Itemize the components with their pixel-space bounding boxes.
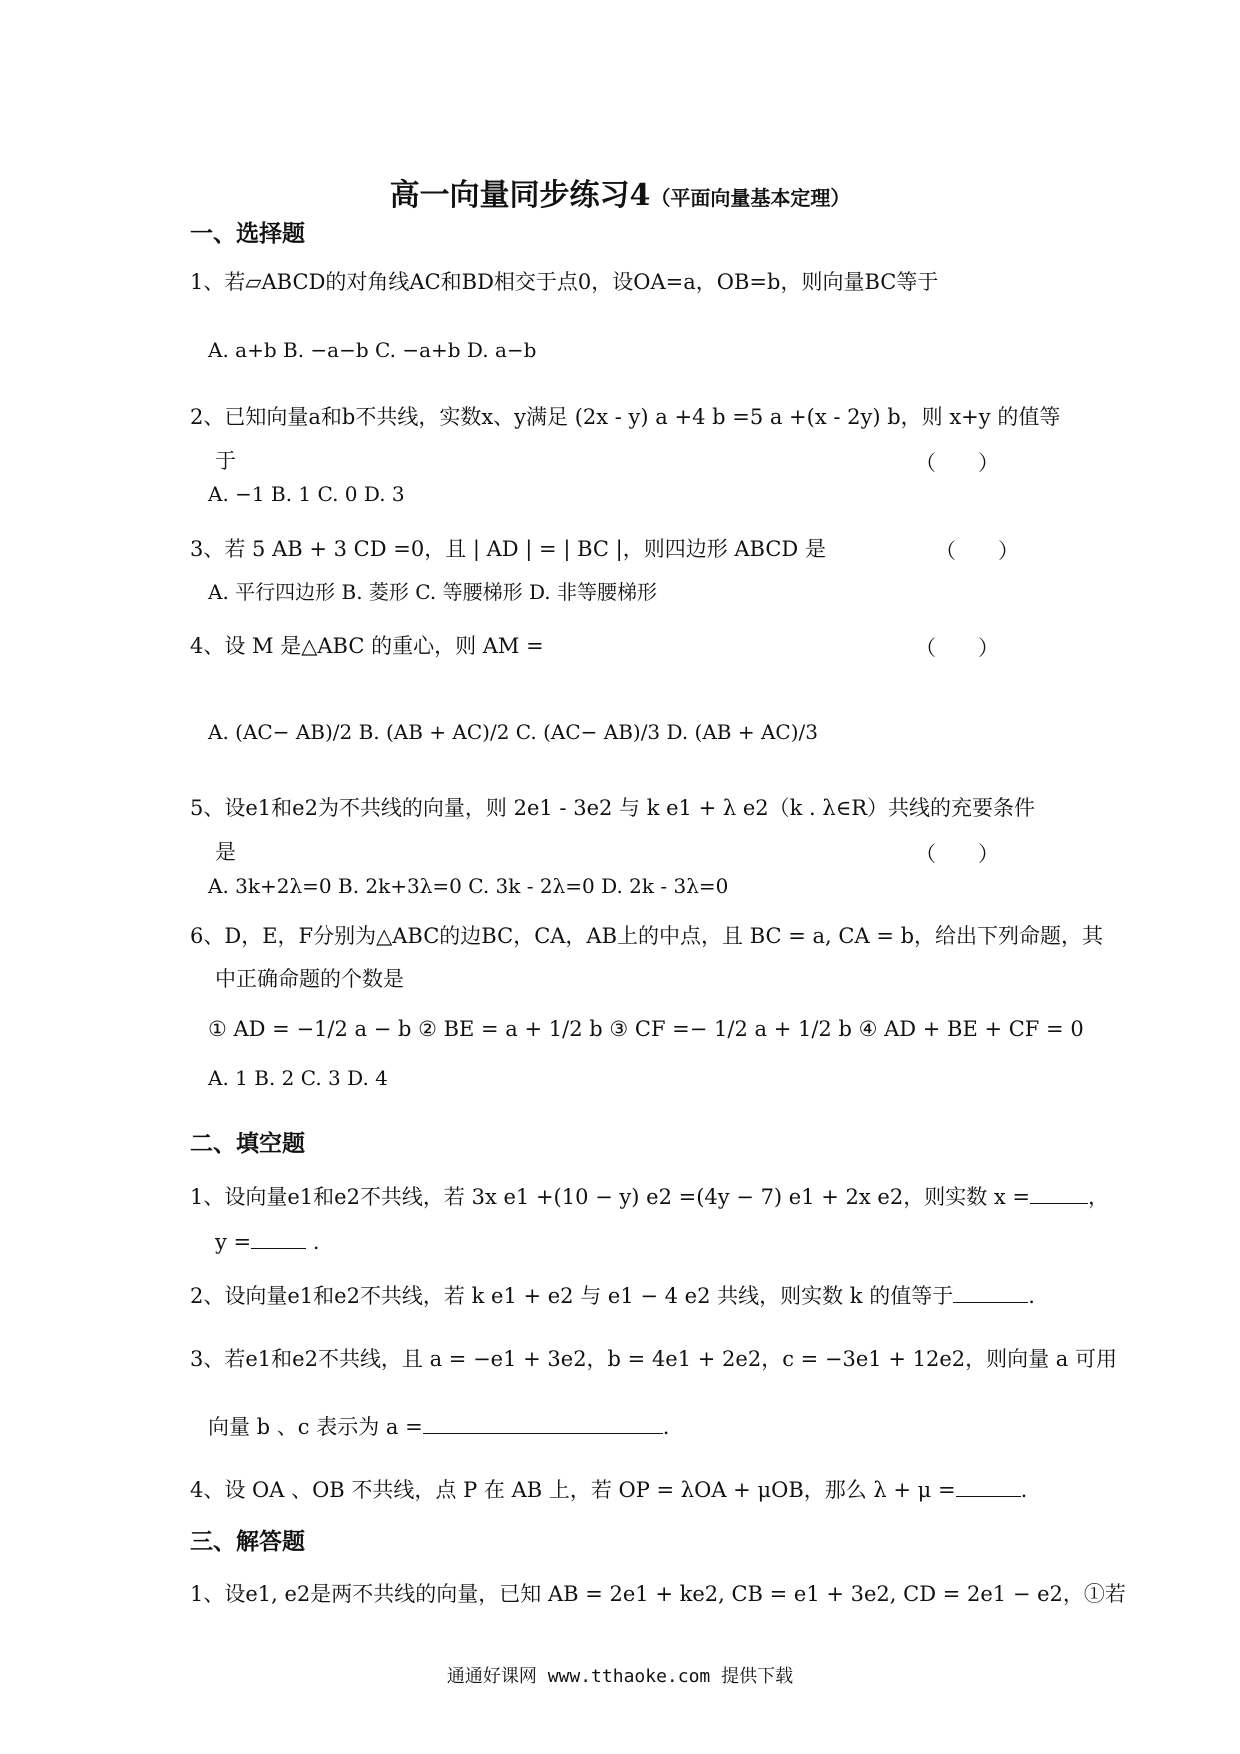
f1-text: 1、设向量e1和e2不共线，若 3x e1 +(10 − y) e2 =(4y − 7) e1 + 2x e2，则实数 x = ， bbox=[190, 1185, 1109, 1209]
f1-text-main: 1、设向量e1和e2不共线，若 3x e1 +(10 − y) e2 =(4y − 7) e1 + 2x e2，则实数 x = bbox=[190, 1185, 1030, 1209]
title-main: 高一向量同步练习4 bbox=[389, 178, 651, 213]
q6-text: 6、D，E，F分别为△ABC的边BC，CA，AB上的中点，且 BC = a, CA = b，给出下列命题，其 bbox=[190, 924, 1104, 948]
q4-text: 4、设 M 是△ABC 的重心，则 AM = bbox=[190, 634, 544, 658]
answer-paren: （ ） bbox=[915, 842, 999, 866]
j1-text: 1、设e1, e2是两不共线的向量，已知 AB = 2e1 + ke2, CB = e1 + 3e2, CD = 2e1 − e2，①若 bbox=[190, 1582, 1126, 1606]
q1-options: A. a+b B. −a−b C. −a+b D. a−b bbox=[208, 338, 537, 362]
answer-paren: （ ） bbox=[915, 451, 999, 475]
f4-text: 4、设 OA 、OB 不共线，点 P 在 AB 上，若 OP = λOA + μOB，那么 λ + μ = . bbox=[190, 1478, 1028, 1502]
q5-text-cont: 是 bbox=[215, 840, 236, 864]
q2-text: 2、已知向量a和b不共线，实数x、y满足 (2x - y) a +4 b =5 a +(x - 2y) b，则 x+y 的值等 bbox=[190, 405, 1061, 429]
f3-text: 3、若e1和e2不共线，且 a = −e1 + 3e2，b = 4e1 + 2e2，c = −3e1 + 12e2，则向量 a 可用 bbox=[190, 1347, 1117, 1371]
q5-options: A. 3k+2λ=0 B. 2k+3λ=0 C. 3k - 2λ=0 D. 2k - 3λ=0 bbox=[208, 874, 729, 898]
title-sub: （平面向量基本定理） bbox=[650, 186, 851, 210]
section-fill: 二、填空题 bbox=[190, 1130, 305, 1157]
blank-sum bbox=[956, 1496, 1021, 1497]
section-choice: 一、选择题 bbox=[190, 220, 305, 247]
q3-text: 3、若 5 AB + 3 CD =0，且 | AD | = | BC |，则四边形 ABCD 是 bbox=[190, 537, 826, 561]
q6-text-cont: 中正确命题的个数是 bbox=[215, 967, 404, 991]
q6-propositions: ① AD = −1/2 a − b ② BE = a + 1/2 b ③ CF =− 1/2 a + 1/2 b ④ AD + BE + CF = 0 bbox=[208, 1017, 1084, 1041]
q6-options: A. 1 B. 2 C. 3 D. 4 bbox=[208, 1066, 388, 1090]
blank-x bbox=[1030, 1203, 1088, 1204]
q4-options: A. (AC− AB)/2 B. (AB + AC)/2 C. (AC− AB)/3 D. (AB + AC)/3 bbox=[208, 720, 818, 744]
q2-text-cont: 于 bbox=[215, 449, 236, 473]
f3-text-cont: 向量 b 、c 表示为 a = . bbox=[208, 1415, 670, 1439]
answer-paren: （ ） bbox=[915, 636, 999, 660]
q3-options: A. 平行四边形 B. 菱形 C. 等腰梯形 D. 非等腰梯形 bbox=[208, 580, 657, 604]
footer-text: 通通好课网 www.tthaoke.com 提供下载 bbox=[446, 1666, 794, 1687]
f2-text-main: 2、设向量e1和e2不共线，若 k e1 + e2 与 e1 − 4 e2 共线，则实数 k 的值等于 bbox=[190, 1284, 954, 1308]
blank-k bbox=[953, 1302, 1028, 1303]
answer-paren: （ ） bbox=[935, 539, 1019, 563]
f2-text: 2、设向量e1和e2不共线，若 k e1 + e2 与 e1 − 4 e2 共线，则实数 k 的值等于 . bbox=[190, 1284, 1035, 1308]
f3-text-main: 向量 b 、c 表示为 a = bbox=[208, 1415, 423, 1439]
f1-y-label: y = bbox=[215, 1230, 252, 1254]
q2-options: A. −1 B. 1 C. 0 D. 3 bbox=[208, 482, 405, 506]
section-solve: 三、解答题 bbox=[190, 1528, 305, 1555]
f1-text-cont: y = . bbox=[215, 1230, 320, 1254]
q5-text: 5、设e1和e2为不共线的向量，则 2e1 - 3e2 与 k e1 + λ e2（k . λ∈R）共线的充要条件 bbox=[190, 796, 1036, 820]
blank-y bbox=[251, 1248, 306, 1249]
f4-text-main: 4、设 OA 、OB 不共线，点 P 在 AB 上，若 OP = λOA + μOB，那么 λ + μ = bbox=[190, 1478, 956, 1502]
blank-a bbox=[423, 1433, 663, 1434]
q1-text: 1、若▱ABCD的对角线AC和BD相交于点0，设OA=a，OB=b，则向量BC等于 bbox=[190, 270, 939, 294]
page-title bbox=[0, 170, 1240, 214]
